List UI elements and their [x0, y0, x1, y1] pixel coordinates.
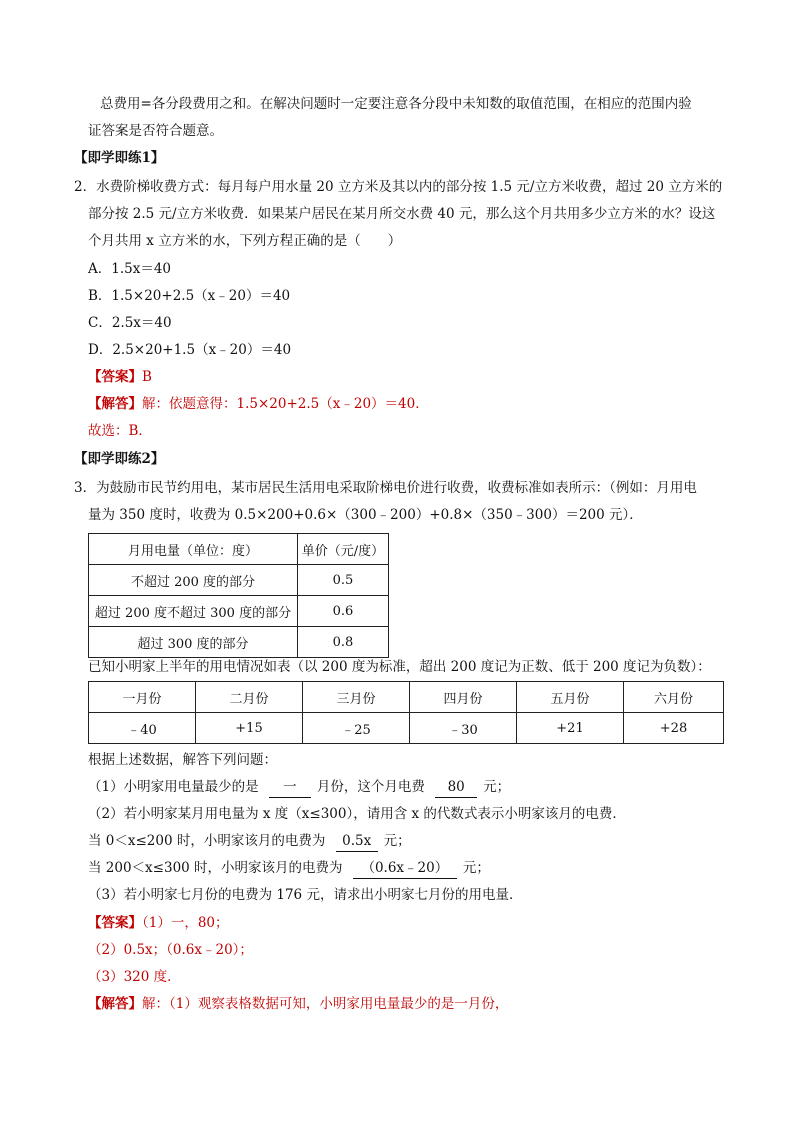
q2-option-c: C．2.5x＝40	[88, 315, 172, 331]
q3-answer-label: 【答案】	[88, 915, 142, 931]
usage-value-cell: ﹣25	[303, 713, 410, 744]
price-value-cell: 0.6	[298, 596, 389, 627]
q3-case-2-blank: （0.6x﹣20）	[353, 858, 457, 879]
q3-part-1-text-a: （1）小明家用电量最少的是	[88, 779, 259, 795]
usage-value-cell: +21	[517, 713, 624, 744]
q2-option-d: D．2.5×20+1.5（x﹣20）＝40	[88, 342, 292, 358]
usage-intro: 已知小明家上半年的用电情况如表（以 200 度为标准，超出 200 度记为正数、低于 200 度记为负数）：	[88, 659, 711, 675]
q2-answer-value: B	[142, 369, 152, 385]
table-row	[89, 596, 389, 627]
q2-line-2: 部分按 2.5 元/立方米收费．如果某户居民在某月所交水费 40 元，那么这个月共用多少立方米的水？设这	[88, 206, 716, 222]
table-row	[89, 565, 389, 596]
q2-answer-label: 【答案】	[88, 369, 142, 385]
q3-case-1-blank: 0.5x	[336, 831, 378, 852]
price-header-unit: 单价（元/度）	[298, 534, 389, 565]
q2-solution-label: 【解答】	[88, 396, 142, 412]
price-range-cell: 超过 300 度的部分	[89, 627, 298, 658]
q3-part-1-blank-1: 一	[269, 777, 311, 798]
intro-line-1: 总费用=各分段费用之和。在解决问题时一定要注意各分段中未知数的取值范围，在相应的范围内验	[100, 96, 692, 112]
month-cell: 三月份	[303, 682, 410, 713]
q3-solution-label: 【解答】	[88, 996, 142, 1012]
q2-line-3: 个月共用 x 立方米的水，下列方程正确的是（ ）	[88, 233, 402, 249]
usage-value-cell: +15	[196, 713, 303, 744]
price-value-cell: 0.5	[298, 565, 389, 596]
month-cell: 六月份	[624, 682, 724, 713]
q3-case-2-text-b: 元；	[462, 860, 490, 876]
price-table	[88, 533, 389, 658]
q3-part-1-text-c: 元；	[483, 779, 511, 795]
q3-prompt: 根据上述数据，解答下列问题：	[88, 752, 277, 768]
q3-case-2-text-a: 当 200＜x≤300 时，小明家该月的电费为	[88, 860, 343, 876]
q3-part-1-text-b: 月份，这个月电费	[316, 779, 425, 795]
q3-solution	[88, 994, 508, 1014]
q2-option-b: B．1.5×20+2.5（x﹣20）＝40	[88, 288, 291, 304]
q3-part-3: （3）若小明家七月份的电费为 176 元，请求出小明家七月份的用电量．	[88, 887, 523, 903]
usage-value-cell: ﹣30	[410, 713, 517, 744]
q3-answer-1	[88, 913, 229, 933]
q3-part-2-case-2	[88, 858, 490, 879]
month-cell: 四月份	[410, 682, 517, 713]
q3-part-1-blank-2: 80	[435, 777, 477, 798]
usage-month-row	[89, 682, 724, 713]
price-table-header	[89, 534, 389, 565]
q3-case-1-text-b: 元；	[383, 833, 411, 849]
price-range-cell: 不超过 200 度的部分	[89, 565, 298, 596]
q2-line-1: 2．水费阶梯收费方式：每月每户用水量 20 立方米及其以内的部分按 1.5 元/立方米收费，超过 20 立方米的	[74, 179, 723, 195]
practice-heading-1: 【即学即练1】	[74, 150, 165, 166]
usage-table	[88, 681, 724, 744]
q3-part-1	[88, 777, 510, 798]
q3-answer-3: （3）320 度．	[88, 969, 181, 985]
month-cell: 五月份	[517, 682, 624, 713]
price-header-usage: 月用电量（单位：度）	[89, 534, 298, 565]
q3-part-2: （2）若小明家某月用电量为 x 度（x≤300），请用含 x 的代数式表示小明家该月的电费．	[88, 806, 626, 822]
intro-line-2: 证答案是否符合题意。	[88, 123, 223, 139]
q2-answer	[88, 367, 152, 387]
q2-option-a: A．1.5x＝40	[88, 261, 172, 277]
usage-value-cell: ﹣40	[89, 713, 196, 744]
usage-value-row	[89, 713, 724, 744]
q3-case-1-text-a: 当 0＜x≤200 时，小明家该月的电费为	[88, 833, 326, 849]
table-row	[89, 627, 389, 658]
price-value-cell: 0.8	[298, 627, 389, 658]
month-cell: 二月份	[196, 682, 303, 713]
q3-answer-text-1: （1）一，80；	[142, 915, 229, 931]
month-cell: 一月份	[89, 682, 196, 713]
q3-line-1: 3．为鼓励市民节约用电，某市居民生活用电采取阶梯电价进行收费，收费标准如表所示：（例如：月用电	[74, 480, 697, 496]
q3-solution-text: 解：（1）观察表格数据可知，小明家用电量最少的是一月份，	[142, 996, 509, 1012]
q3-line-2: 量为 350 度时，收费为 0.5×200+0.6×（300﹣200）+0.8×（350﹣300）＝200 元）．	[88, 507, 643, 523]
q2-solution	[88, 394, 429, 414]
q2-solution-text: 解：依题意得：1.5×20+2.5（x﹣20）＝40．	[142, 396, 429, 412]
price-range-cell: 超过 200 度不超过 300 度的部分	[89, 596, 298, 627]
q3-part-2-case-1	[88, 831, 411, 852]
q2-choose: 故选：B．	[88, 423, 152, 439]
q3-answer-2: （2）0.5x；（0.6x﹣20）；	[88, 942, 253, 958]
usage-value-cell: +28	[624, 713, 724, 744]
practice-heading-2: 【即学即练2】	[74, 451, 165, 467]
